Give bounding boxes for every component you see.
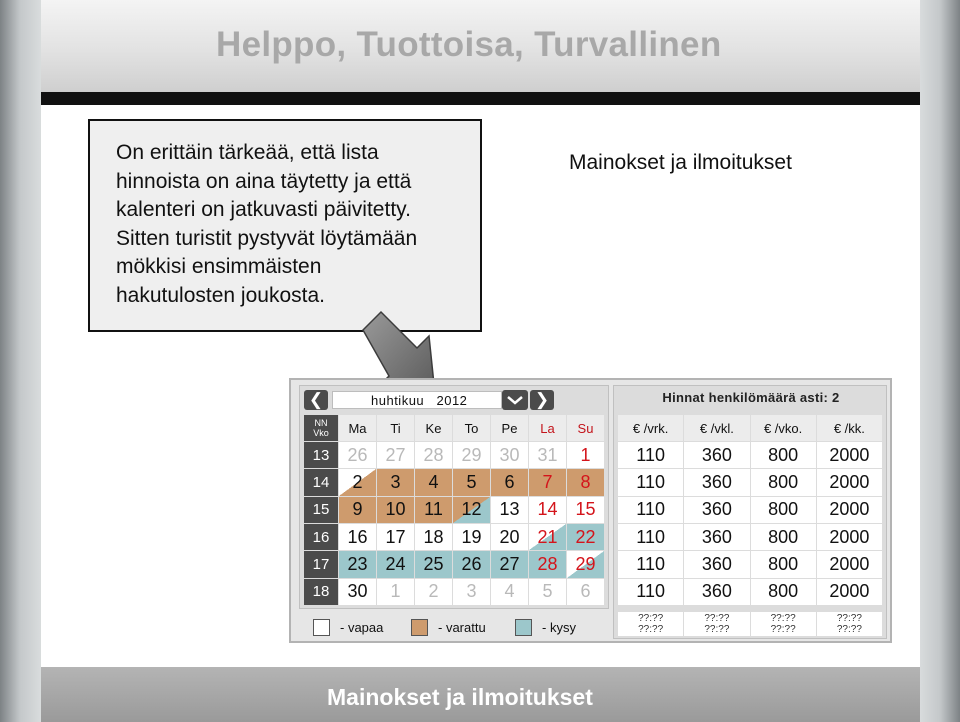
- time-bottom: ??:??: [836, 624, 862, 635]
- price-cell: 360: [684, 497, 749, 523]
- ads-heading: Mainokset ja ilmoitukset: [569, 151, 792, 174]
- calendar-day[interactable]: 7: [529, 469, 566, 495]
- footer-bar: [41, 667, 920, 722]
- price-cell: 360: [684, 469, 749, 495]
- calendar-day[interactable]: 4: [415, 469, 452, 495]
- legend-swatch: [515, 619, 532, 636]
- calendar-day[interactable]: 25: [415, 551, 452, 577]
- week-number: 16: [304, 524, 338, 550]
- week-number: 15: [304, 497, 338, 523]
- price-column-header: € /vko.: [751, 415, 816, 441]
- calendar-day[interactable]: 11: [415, 497, 452, 523]
- title-band: [41, 0, 920, 92]
- calendar-panel: [299, 385, 609, 609]
- calendar-day[interactable]: 27: [491, 551, 528, 577]
- price-footer-cell: [751, 612, 816, 636]
- price-title: Hinnat henkilömäärä asti: 2: [662, 390, 840, 405]
- calendar-day[interactable]: 24: [377, 551, 414, 577]
- calendar-day[interactable]: 2: [339, 469, 376, 495]
- price-column-header: € /vkl.: [684, 415, 749, 441]
- prev-month-button[interactable]: ❮: [304, 390, 328, 410]
- calendar-day[interactable]: 2: [415, 579, 452, 605]
- time-top: ??:??: [770, 613, 796, 624]
- time-top: ??:??: [704, 613, 730, 624]
- callout-box: On erittäin tärkeää, että lista hinnoista on aina täytetty ja että kalenteri on jatkuvasti päivitetty. Sitten turistit pystyvät löytämään mökkisi ensimmäisten hakutulosten joukosta.: [88, 119, 482, 332]
- time-bottom: ??:??: [704, 624, 730, 635]
- calendar-grid: [304, 415, 604, 605]
- legend-swatch: [313, 619, 330, 636]
- weekday-header: Ma: [339, 415, 376, 441]
- legend-label: - kysy: [542, 620, 576, 635]
- calendar-day[interactable]: 6: [491, 469, 528, 495]
- price-column-header: € /vrk.: [618, 415, 683, 441]
- calendar-day[interactable]: 17: [377, 524, 414, 550]
- legend-label: - vapaa: [340, 620, 384, 635]
- price-cell: 2000: [817, 524, 882, 550]
- weekday-header: Ti: [377, 415, 414, 441]
- weekday-header: La: [529, 415, 566, 441]
- price-footer: [618, 612, 882, 636]
- price-footer-cell: [618, 612, 683, 636]
- calendar-day[interactable]: 14: [529, 497, 566, 523]
- calendar-day[interactable]: 1: [567, 442, 604, 468]
- month-dropdown-button[interactable]: [502, 390, 528, 410]
- time-top: ??:??: [836, 613, 862, 624]
- month-label: huhtikuu 2012: [371, 393, 468, 408]
- price-panel: [613, 385, 887, 639]
- calendar-day[interactable]: 9: [339, 497, 376, 523]
- corner-top-label: NN: [314, 418, 328, 428]
- availability-widget: [289, 378, 892, 643]
- price-cell: 2000: [817, 469, 882, 495]
- price-cell: 2000: [817, 579, 882, 605]
- calendar-day[interactable]: 4: [491, 579, 528, 605]
- calendar-day[interactable]: 10: [377, 497, 414, 523]
- calendar-day[interactable]: 15: [567, 497, 604, 523]
- calendar-day[interactable]: 19: [453, 524, 490, 550]
- price-cell: 110: [618, 579, 683, 605]
- price-cell: 360: [684, 551, 749, 577]
- calendar-day[interactable]: 13: [491, 497, 528, 523]
- price-column-header: € /kk.: [817, 415, 882, 441]
- next-month-button[interactable]: ❯: [530, 390, 554, 410]
- week-number-header: [304, 415, 338, 441]
- price-cell: 800: [751, 442, 816, 468]
- calendar-day[interactable]: 30: [339, 579, 376, 605]
- price-cell: 360: [684, 524, 749, 550]
- calendar-day[interactable]: 3: [453, 579, 490, 605]
- calendar-day[interactable]: 18: [415, 524, 452, 550]
- price-footer-cell: [817, 612, 882, 636]
- weekday-header: Pe: [491, 415, 528, 441]
- price-cell: 800: [751, 469, 816, 495]
- price-cell: 800: [751, 551, 816, 577]
- chevron-down-icon: [502, 390, 528, 410]
- corner-bottom-label: Vko: [313, 428, 329, 438]
- calendar-day[interactable]: 26: [453, 551, 490, 577]
- price-grid: [618, 415, 882, 605]
- price-cell: 110: [618, 524, 683, 550]
- calendar-day[interactable]: 28: [415, 442, 452, 468]
- calendar-day[interactable]: 12: [453, 497, 490, 523]
- legend-swatch: [411, 619, 428, 636]
- week-number: 13: [304, 442, 338, 468]
- weekday-header: Ke: [415, 415, 452, 441]
- calendar-day[interactable]: 30: [491, 442, 528, 468]
- week-number: 14: [304, 469, 338, 495]
- price-cell: 2000: [817, 442, 882, 468]
- price-cell: 2000: [817, 551, 882, 577]
- legend-label: - varattu: [438, 620, 486, 635]
- calendar-day[interactable]: 29: [453, 442, 490, 468]
- calendar-day[interactable]: 26: [339, 442, 376, 468]
- week-number: 18: [304, 579, 338, 605]
- calendar-day[interactable]: 22: [567, 524, 604, 550]
- calendar-day[interactable]: 8: [567, 469, 604, 495]
- calendar-day[interactable]: 27: [377, 442, 414, 468]
- price-cell: 110: [618, 469, 683, 495]
- weekday-header: Su: [567, 415, 604, 441]
- price-cell: 800: [751, 524, 816, 550]
- calendar-day[interactable]: 28: [529, 551, 566, 577]
- week-number: 17: [304, 551, 338, 577]
- price-cell: 2000: [817, 497, 882, 523]
- calendar-day[interactable]: 29: [567, 551, 604, 577]
- slide-title: Helppo, Tuottoisa, Turvallinen: [216, 25, 722, 64]
- title-divider: [41, 92, 920, 105]
- calendar-day[interactable]: 3: [377, 469, 414, 495]
- calendar-day[interactable]: 5: [529, 579, 566, 605]
- price-cell: 110: [618, 442, 683, 468]
- month-select[interactable]: [332, 391, 502, 409]
- calendar-day[interactable]: 21: [529, 524, 566, 550]
- time-bottom: ??:??: [638, 624, 664, 635]
- price-cell: 800: [751, 497, 816, 523]
- footer-text: Mainokset ja ilmoitukset: [327, 684, 593, 710]
- legend: [313, 618, 603, 638]
- calendar-day[interactable]: 16: [339, 524, 376, 550]
- weekday-header: To: [453, 415, 490, 441]
- calendar-day[interactable]: 31: [529, 442, 566, 468]
- time-top: ??:??: [638, 613, 664, 624]
- calendar-day[interactable]: 5: [453, 469, 490, 495]
- price-cell: 110: [618, 497, 683, 523]
- time-bottom: ??:??: [770, 624, 796, 635]
- price-cell: 360: [684, 442, 749, 468]
- price-footer-cell: [684, 612, 749, 636]
- price-cell: 800: [751, 579, 816, 605]
- calendar-day[interactable]: 20: [491, 524, 528, 550]
- price-cell: 110: [618, 551, 683, 577]
- calendar-day[interactable]: 1: [377, 579, 414, 605]
- slide: [41, 0, 920, 722]
- calendar-day[interactable]: 6: [567, 579, 604, 605]
- price-cell: 360: [684, 579, 749, 605]
- calendar-day[interactable]: 23: [339, 551, 376, 577]
